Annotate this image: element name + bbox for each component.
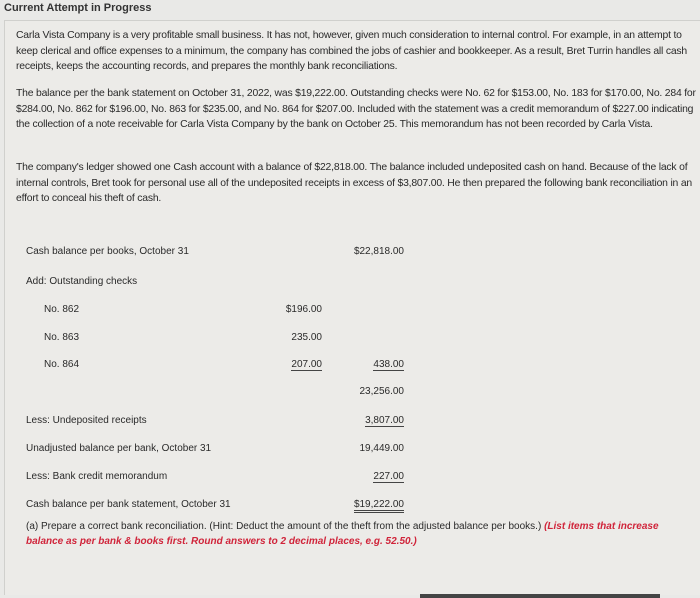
table-row	[0, 359, 700, 375]
amount: $22,818.00	[353, 246, 404, 257]
row-label: No. 862	[44, 304, 80, 315]
amount: 3,807.00	[365, 415, 404, 426]
amount: 438.00	[373, 359, 404, 370]
divider	[420, 594, 660, 598]
question-text: (a) Prepare a correct bank reconciliation. (Hint: Deduct the amount of the theft from the adjusted balance per books.)	[26, 521, 542, 532]
row-label: Cash balance per bank statement, October 31	[26, 499, 231, 510]
problem-paragraph: The balance per the bank statement on October 31, 2022, was $19,222.00. Outstanding checks were No. 62 for $153.00, No. 183 for $170.00, No. 284 for $284.00, No. 862 for $196.00, No. 863 for $235.00, and No. 864 for $207.00. Included with the statement was a credit memorandum of $227.00 indicating the collection of a note receivable for Carla Vista Company by the bank on October 25. This memorandum has not been recorded by Carla Vista.	[16, 88, 696, 130]
row-label: No. 864	[44, 359, 80, 370]
amount: 227.00	[373, 471, 404, 482]
table-row	[0, 386, 700, 402]
question-part-a	[26, 519, 696, 549]
question-instruction: (List items that increase balance as per bank & books first. Round answers to 2 decimal places, e.g. 52.50.)	[26, 521, 659, 547]
table-row	[0, 332, 700, 348]
amount: 235.00	[291, 332, 322, 343]
table-row	[0, 276, 700, 292]
row-label: Unadjusted balance per bank, October 31	[26, 443, 212, 454]
table-row	[0, 443, 700, 459]
table-row	[0, 304, 700, 320]
row-label: No. 863	[44, 332, 80, 343]
amount: $196.00	[285, 304, 322, 315]
row-label: Add: Outstanding checks	[26, 276, 138, 287]
table-row	[0, 415, 700, 431]
problem-paragraph: Carla Vista Company is a very profitable small business. It has not, however, given much consideration to internal control. For example, in an attempt to keep clerical and office expenses to a minimum, the company has combined the jobs of cashier and bookkeeper. As a result, Bret Turrin handles all cash receipts, keeps the accounting records, and prepares the monthly bank reconciliations.	[16, 30, 687, 72]
amount: 19,449.00	[359, 443, 404, 454]
row-label: Less: Undeposited receipts	[26, 415, 147, 426]
problem-paragraph: The company's ledger showed one Cash account with a balance of $22,818.00. The balance included undeposited cash on hand. Because of the lack of internal controls, Bret took for personal use all of the undeposited receipts in excess of $3,807.00. He then prepared the following bank reconciliation in an effort to conceal his theft of cash.	[16, 162, 692, 204]
amount: 23,256.00	[359, 386, 404, 397]
amount: 207.00	[291, 359, 322, 370]
row-label: Less: Bank credit memorandum	[26, 471, 168, 482]
attempt-status-title: Current Attempt in Progress	[4, 2, 152, 14]
table-row	[0, 246, 700, 262]
table-row	[0, 471, 700, 487]
row-label: Cash balance per books, October 31	[26, 246, 189, 257]
table-row	[0, 499, 700, 515]
amount: $19,222.00	[354, 499, 404, 513]
